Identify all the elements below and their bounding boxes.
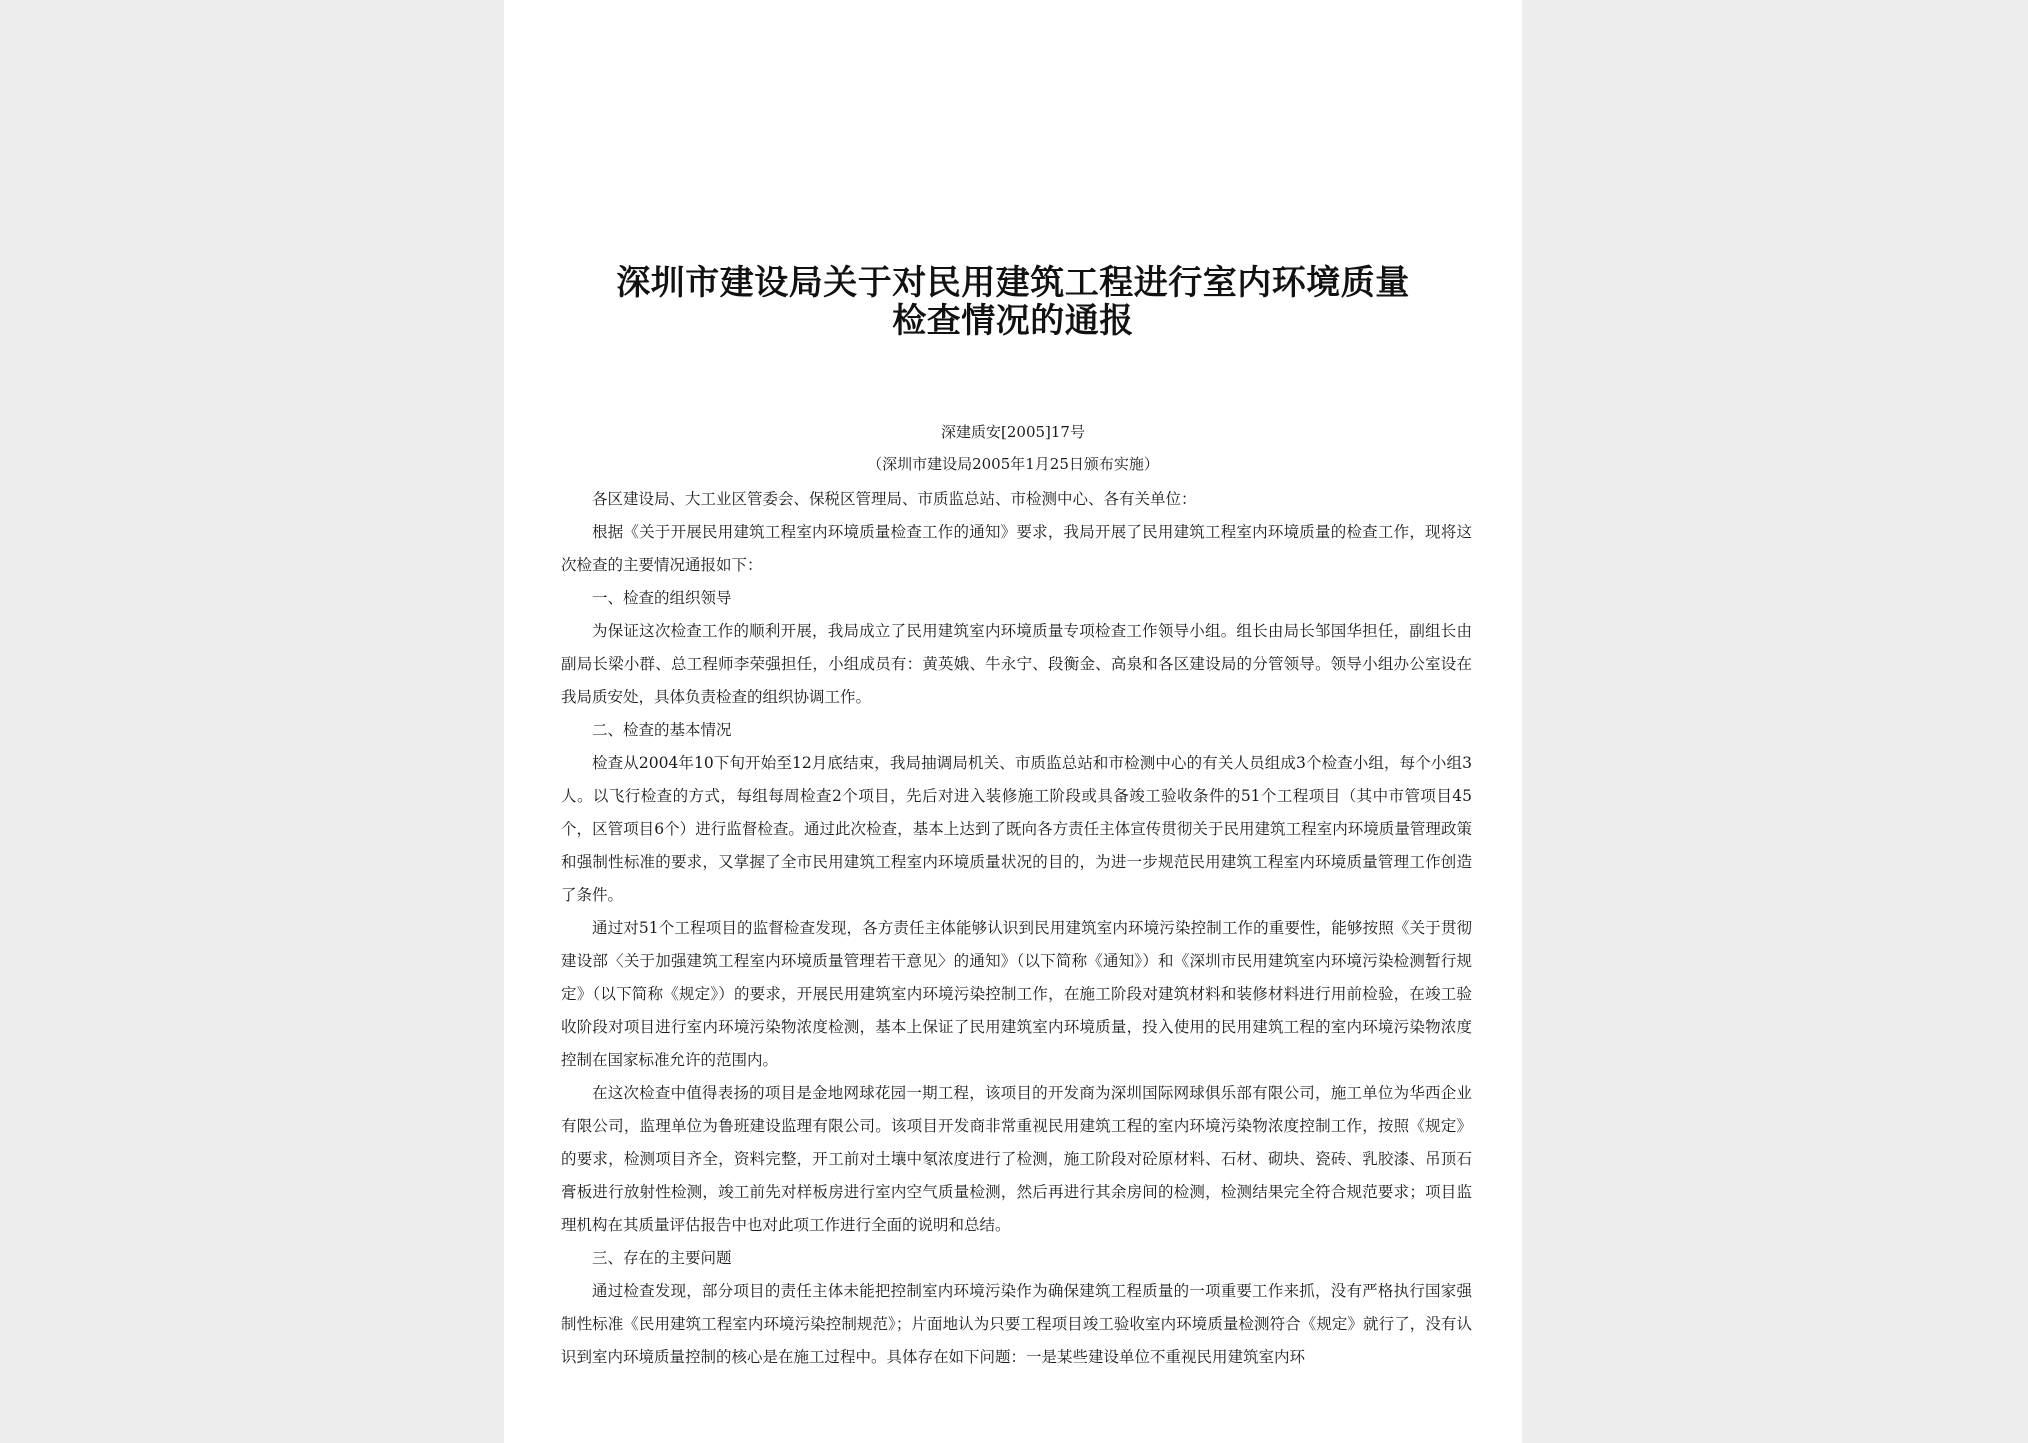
paragraph: 检查从2004年10下旬开始至12月底结束，我局抽调局机关、市质监总站和市检测中心的有关人员组成3个检查小组，每个小组3人。以飞行检查的方式，每组每周检查2个项目，先后对进入装修施工阶段或具备竣工验收条件的51个工程项目（其中市管项目45个，区管项目6个）进行监督检查。通过此次检查，基本上达到了既向各方责任主体宣传贯彻关于民用建筑工程室内环境质量管理政策和强制性标准的要求，又掌握了全市民用建筑工程室内环境质量状况的目的，为进一步规范民用建筑工程室内环境质量管理工作创造了条件。 xyxy=(561,754,1472,904)
paragraph: 通过检查发现，部分项目的责任主体未能把控制室内环境污染作为确保建筑工程质量的一项重要工作来抓，没有严格执行国家强制性标准《民用建筑工程室内环境污染控制规范》；片面地认为只要工程项目竣工验收室内环境质量检测符合《规定》就行了，没有认识到室内环境质量控制的核心是在施工过程中。具体存在如下问题：一是某些建设单位不重视民用建筑室内环 xyxy=(561,1282,1472,1366)
paragraph: 为保证这次检查工作的顺利开展，我局成立了民用建筑室内环境质量专项检查工作领导小组。组长由局长邹国华担任，副组长由副局长梁小群、总工程师李荣强担任，小组成员有：黄英娥、牛永宁、段衡金、高泉和各区建设局的分管领导。领导小组办公室设在我局质安处，具体负责检查的组织协调工作。 xyxy=(561,622,1472,706)
section-heading: 二、检查的基本情况 xyxy=(592,721,732,739)
document-number: 深建质安[2005]17号 xyxy=(941,423,1085,441)
title-line-2: 检查情况的通报 xyxy=(892,301,1134,341)
paragraph: 通过对51个工程项目的监督检查发现，各方责任主体能够认识到民用建筑室内环境污染控制工作的重要性，能够按照《关于贯彻建设部〈关于加强建筑工程室内环境质量管理若干意见〉的通知》（以下简称《通知》）和《深圳市民用建筑室内环境污染检测暂行规定》（以下简称《规定》）的要求，开展民用建筑室内环境污染控制工作，在施工阶段对建筑材料和装修材料进行用前检验，在竣工验收阶段对项目进行室内环境污染物浓度检测，基本上保证了民用建筑室内环境质量，投入使用的民用建筑工程的室内环境污染物浓度控制在国家标准允许的范围内。 xyxy=(561,919,1472,1069)
document-body xyxy=(561,483,1472,1374)
paragraph: 根据《关于开展民用建筑工程室内环境质量检查工作的通知》要求，我局开展了民用建筑工程室内环境质量的检查工作，现将这次检查的主要情况通报如下： xyxy=(561,523,1472,574)
document-title xyxy=(564,264,1462,340)
issue-date-note: （深圳市建设局2005年1月25日颁布实施） xyxy=(867,455,1159,473)
addressee-line: 各区建设局、大工业区管委会、保税区管理局、市质监总站、市检测中心、各有关单位： xyxy=(592,490,1197,508)
paragraph: 在这次检查中值得表扬的项目是金地网球花园一期工程，该项目的开发商为深圳国际网球俱乐部有限公司，施工单位为华西企业有限公司，监理单位为鲁班建设监理有限公司。该项目开发商非常重视民用建筑工程的室内环境污染物浓度控制工作，按照《规定》的要求，检测项目齐全，资料完整，开工前对土壤中氡浓度进行了检测，施工阶段对砼原材料、石材、砌块、瓷砖、乳胶漆、吊顶石膏板进行放射性检测，竣工前先对样板房进行室内空气质量检测，然后再进行其余房间的检测，检测结果完全符合规范要求；项目监理机构在其质量评估报告中也对此项工作进行全面的说明和总结。 xyxy=(561,1084,1472,1234)
title-line-1: 深圳市建设局关于对民用建筑工程进行室内环境质量 xyxy=(616,263,1410,303)
section-heading: 三、存在的主要问题 xyxy=(592,1249,732,1267)
section-heading: 一、检查的组织领导 xyxy=(592,589,732,607)
document-page xyxy=(504,0,1522,1443)
